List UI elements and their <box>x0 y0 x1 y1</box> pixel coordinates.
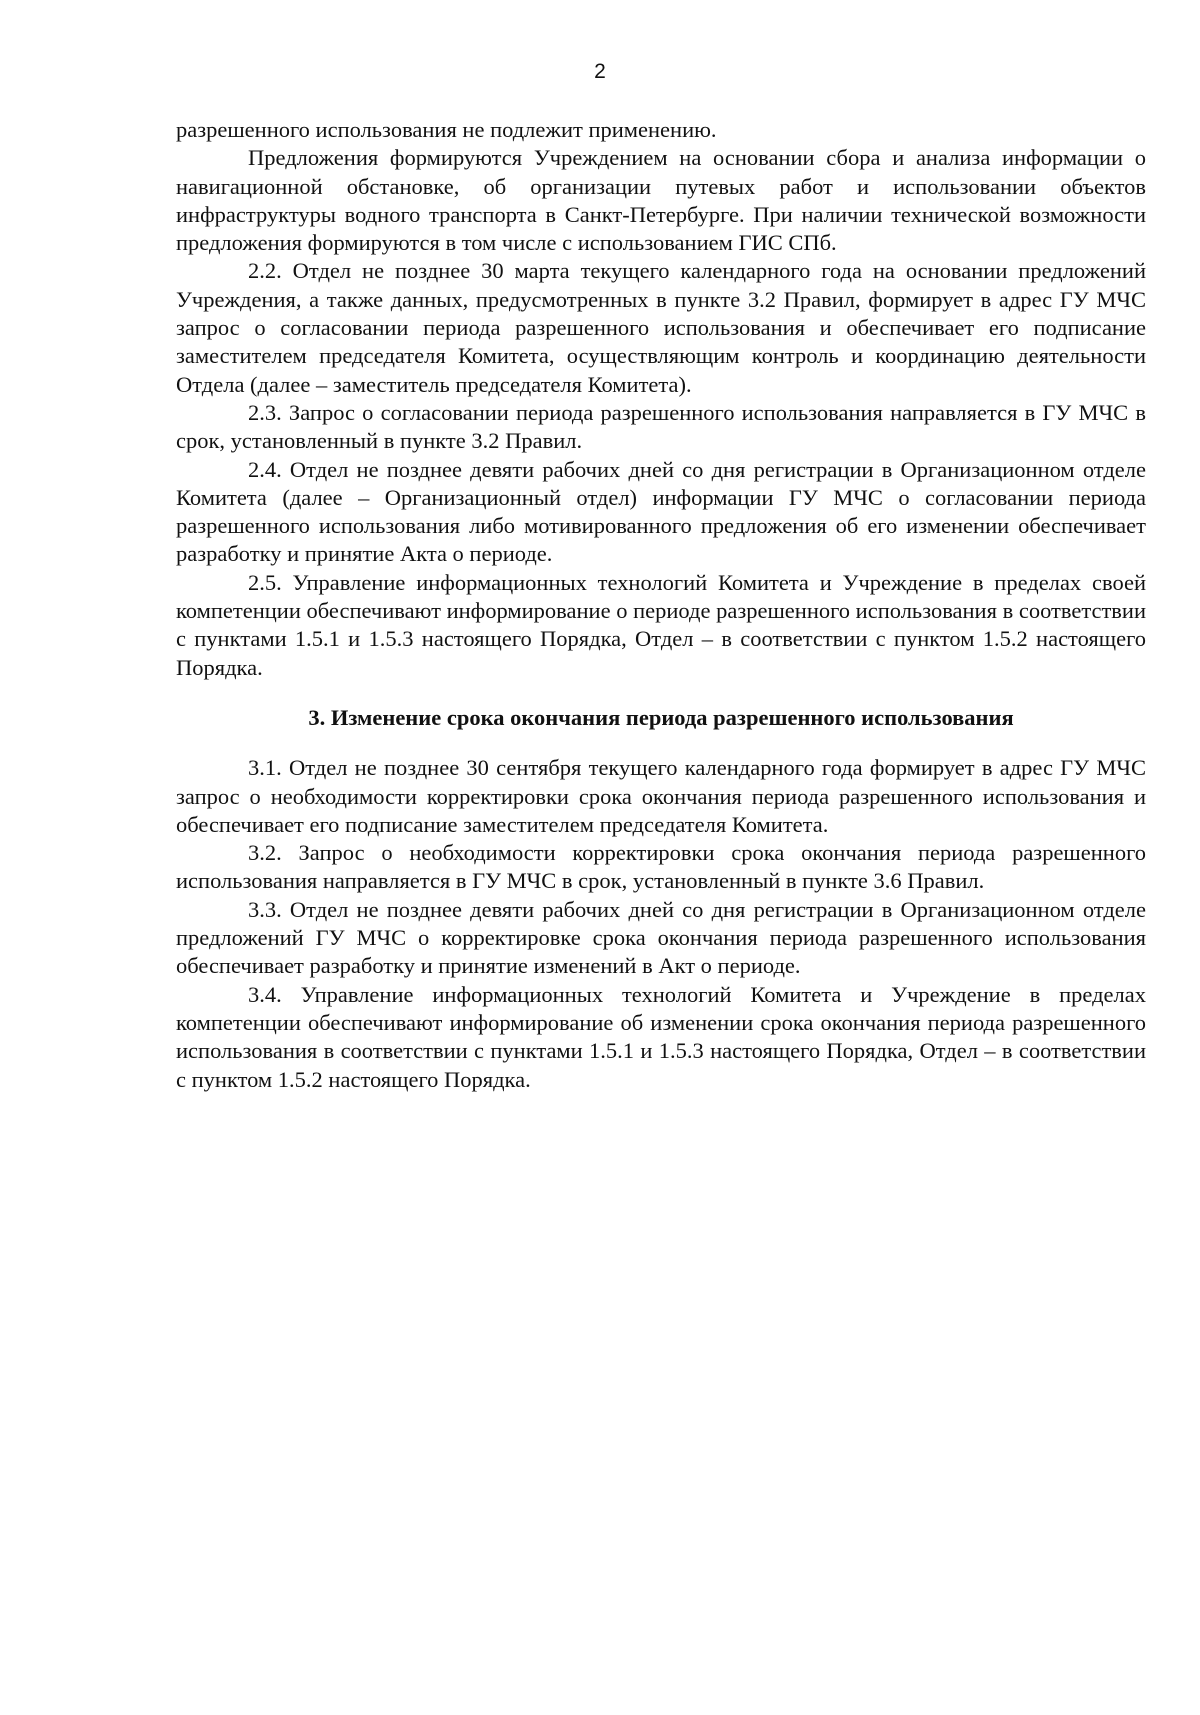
paragraph-3-3: 3.3. Отдел не позднее девяти рабочих дней со дня регистрации в Организационном отделе предложений ГУ МЧС о корректировке срока окончания периода разрешенного использования обеспечивает разработку и принятие изменений в Акт о периоде. <box>176 896 1146 979</box>
section-heading: 3. Изменение срока окончания периода разрешенного использования <box>308 704 1014 730</box>
paragraph-3-1: 3.1. Отдел не позднее 30 сентября текущего календарного года формирует в адрес ГУ МЧС запрос о необходимости корректировки срока окончания периода разрешенного использования и обеспечивает его подписание заместителем председателя Комитета. <box>176 755 1146 837</box>
paragraph-2-4: 2.4. Отдел не позднее девяти рабочих дней со дня регистрации в Организационном отделе Комитета (далее – Организационный отдел) информации ГУ МЧС о согласовании периода разрешенного использования либо мотивированного предложения об его изменении обеспечивает разработку и принятие Акта о периоде. <box>176 456 1146 567</box>
paragraph-2-3: 2.3. Запрос о согласовании периода разрешенного использования направляется в ГУ МЧС в срок, установленный в пункте 3.2 Правил. <box>176 399 1146 454</box>
document-body <box>176 116 1146 1094</box>
paragraph-continuation: разрешенного использования не подлежит применению. <box>176 117 717 142</box>
paragraph-3-2: 3.2. Запрос о необходимости корректировки срока окончания периода разрешенного использования направляется в ГУ МЧС в срок, установленный в пункте 3.6 Правил. <box>176 840 1146 894</box>
paragraph-proposals: Предложения формируются Учреждением на основании сбора и анализа информации о навигационной обстановке, об организации путевых работ и использовании объектов инфраструктуры водного транспорта в Санкт-Петербурге. При наличии технической возможности предложения формируются в том числе с использованием ГИС СПб. <box>176 145 1146 256</box>
paragraph-3-4: 3.4. Управление информационных технологий Комитета и Учреждение в пределах компетенции обеспечивают информирование об изменении срока окончания периода разрешенного использования в соответствии с пунктами 1.5.1 и 1.5.3 настоящего Порядка, Отдел – в соответствии с пунктом 1.5.2 настоящего Порядка. <box>176 981 1146 1092</box>
page-number: 2 <box>594 60 606 83</box>
paragraph-2-5: 2.5. Управление информационных технологий Комитета и Учреждение в пределах своей компетенции обеспечивают информирование о периоде разрешенного использования в соответствии с пунктами 1.5.1 и 1.5.3 настоящего Порядка, Отдел – в соответствии с пунктом 1.5.2 настоящего Порядка. <box>176 569 1146 680</box>
paragraph-2-2: 2.2. Отдел не позднее 30 марта текущего календарного года на основании предложений Учреждения, а также данных, предусмотренных в пункте 3.2 Правил, формирует в адрес ГУ МЧС запрос о согласовании периода разрешенного использования и обеспечивает его подписание заместителем председателя Комитета, осуществляющим контроль и координацию деятельности Отдела (далее – заместитель председателя Комитета). <box>176 258 1146 397</box>
